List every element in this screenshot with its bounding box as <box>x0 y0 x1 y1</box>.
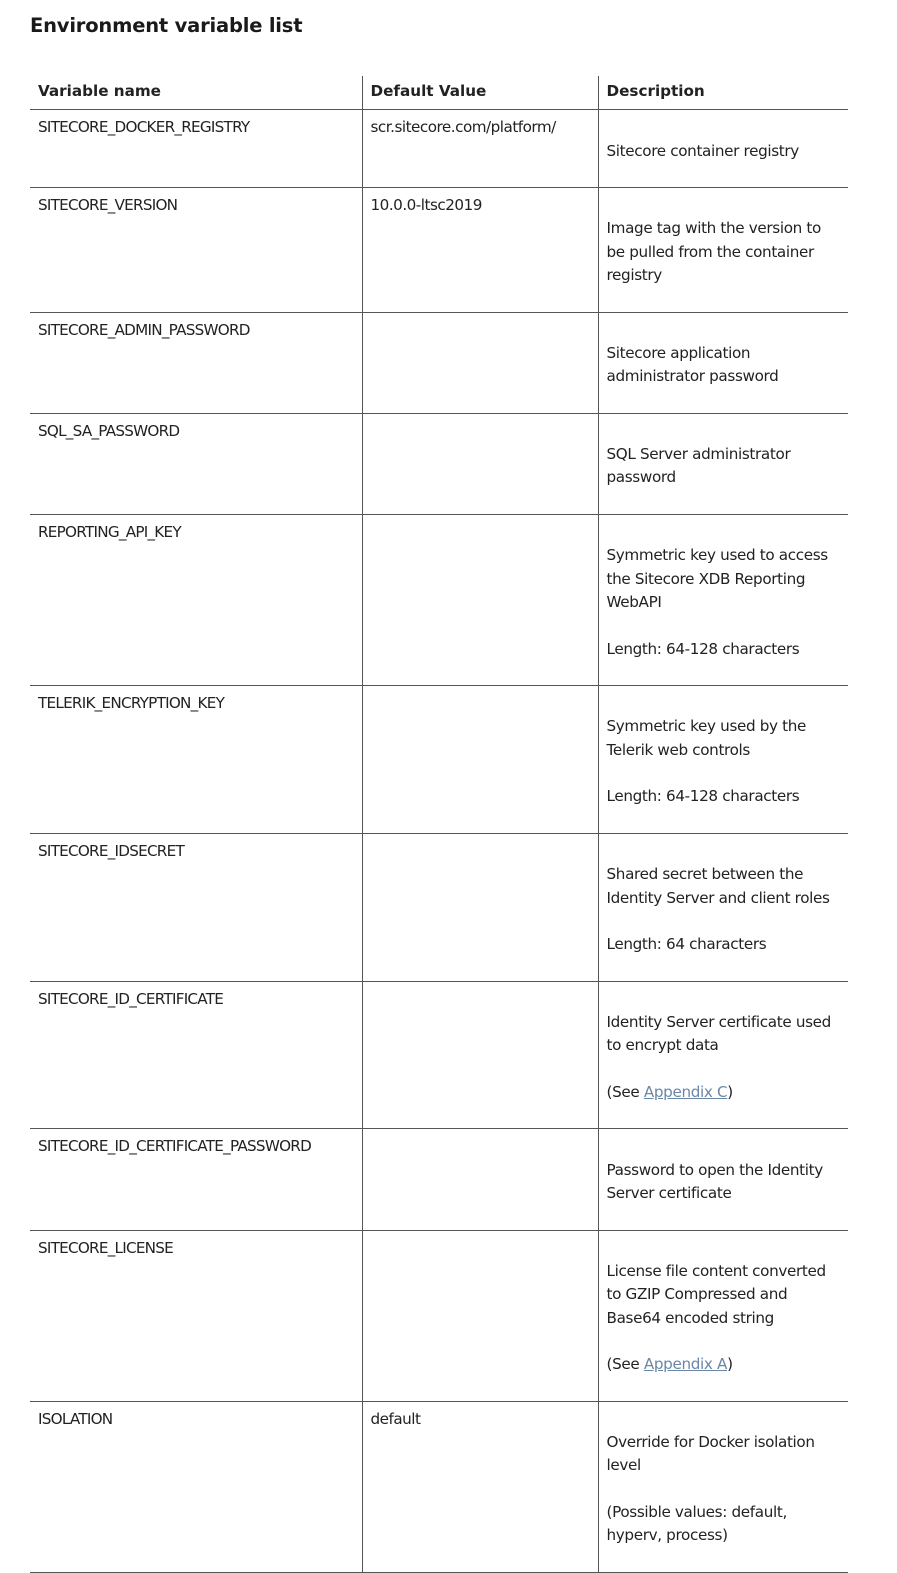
column-header-variable-name: Variable name <box>30 76 362 110</box>
default-value-cell <box>362 686 598 834</box>
page-title: Environment variable list <box>30 14 303 37</box>
description-cell <box>598 413 848 514</box>
variable-name-cell: ISOLATION <box>30 1401 362 1572</box>
table-row <box>30 413 848 514</box>
length-requirement: Length: 64 characters <box>606 935 767 954</box>
table-row <box>30 686 848 834</box>
variable-name-cell: SITECORE_ID_CERTIFICATE_PASSWORD <box>30 1129 362 1230</box>
table-row <box>30 515 848 686</box>
variable-name-cell: SITECORE_LICENSE <box>30 1230 362 1401</box>
see-suffix: ) <box>727 1082 733 1101</box>
variable-name-cell: TELERIK_ENCRYPTION_KEY <box>30 686 362 834</box>
column-header-description: Description <box>598 76 848 110</box>
description-cell <box>598 686 848 834</box>
description-cell <box>598 1401 848 1572</box>
description-text: Identity Server certificate used to encrypt data <box>606 1012 831 1055</box>
variable-name-cell: SQL_SA_PASSWORD <box>30 413 362 514</box>
variable-name-cell: SITECORE_IDSECRET <box>30 833 362 981</box>
table-row <box>30 1230 848 1401</box>
description-text: SQL Server administrator password <box>606 445 791 487</box>
variable-name-cell: SITECORE_ADMIN_PASSWORD <box>30 312 362 413</box>
description-text: Symmetric key used by the Telerik web controls <box>606 717 807 759</box>
see-suffix: ) <box>727 1355 733 1374</box>
default-value-cell: 10.0.0-ltsc2019 <box>362 188 598 312</box>
appendix-a-link[interactable]: Appendix A <box>643 1355 728 1374</box>
description-cell <box>598 1230 848 1401</box>
variable-name-cell: SITECORE_VERSION <box>30 188 362 312</box>
description-text: Symmetric key used to access the Sitecore XDB Reporting WebAPI <box>606 546 828 611</box>
see-prefix: (See <box>606 1355 644 1374</box>
table-row <box>30 1401 848 1572</box>
variable-name-cell: SITECORE_ID_CERTIFICATE <box>30 981 362 1129</box>
description-cell <box>598 188 848 312</box>
default-value-cell: scr.sitecore.com/platform/ <box>362 110 598 188</box>
table-header-row <box>30 76 848 110</box>
table-row <box>30 188 848 312</box>
see-reference <box>607 1081 841 1104</box>
description-text: Image tag with the version to be pulled from the container registry <box>606 219 821 285</box>
default-value-cell <box>362 312 598 413</box>
length-requirement: Length: 64-128 characters <box>606 787 800 806</box>
table-row <box>30 110 848 188</box>
description-cell <box>598 110 848 188</box>
table-row <box>30 1129 848 1230</box>
default-value-cell: default <box>362 1401 598 1572</box>
default-value-cell <box>362 981 598 1129</box>
default-value-cell <box>362 833 598 981</box>
description-cell <box>598 833 848 981</box>
see-reference <box>607 1353 841 1376</box>
appendix-c-link[interactable]: Appendix C <box>643 1082 728 1101</box>
description-cell <box>598 981 848 1129</box>
environment-variable-table <box>30 76 848 1573</box>
default-value-cell <box>362 1129 598 1230</box>
default-value-cell <box>362 1230 598 1401</box>
description-cell <box>598 312 848 413</box>
description-text: Override for Docker isolation level <box>606 1433 815 1475</box>
table-row <box>30 312 848 413</box>
table-row <box>30 833 848 981</box>
variable-name-cell: REPORTING_API_KEY <box>30 515 362 686</box>
description-text: Sitecore application administrator password <box>606 343 779 386</box>
possible-values-note: (Possible values: default, hyperv, process) <box>606 1502 787 1545</box>
default-value-cell <box>362 413 598 514</box>
description-text: Shared secret between the Identity Server and client roles <box>606 865 830 907</box>
see-prefix: (See <box>606 1082 644 1101</box>
description-cell <box>598 515 848 686</box>
column-header-default-value: Default Value <box>362 76 598 110</box>
table-row <box>30 981 848 1129</box>
variable-name-cell: SITECORE_DOCKER_REGISTRY <box>30 110 362 188</box>
default-value-cell <box>362 515 598 686</box>
description-text: License file content converted to GZIP Compressed and Base64 encoded string <box>606 1261 826 1327</box>
description-cell <box>598 1129 848 1230</box>
description-text: Password to open the Identity Server certificate <box>606 1160 823 1203</box>
description-text: Sitecore container registry <box>606 141 799 160</box>
length-requirement: Length: 64-128 characters <box>606 639 800 658</box>
